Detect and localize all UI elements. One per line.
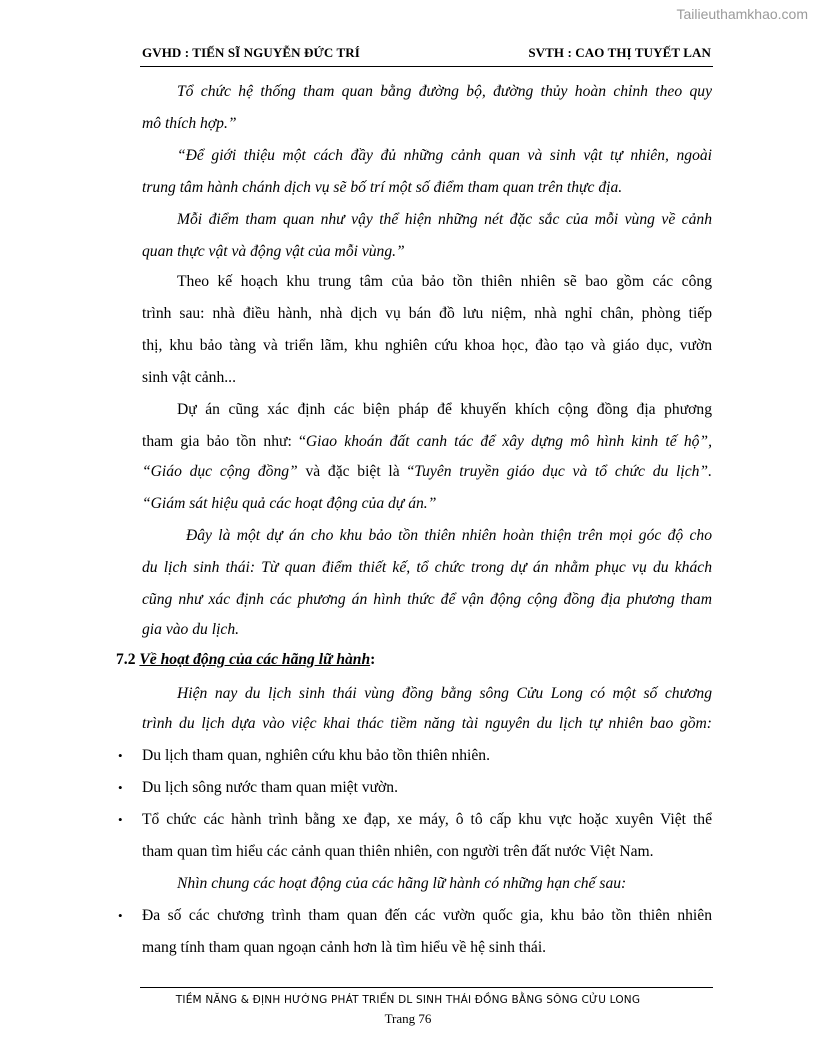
paragraph-line: thị, khu bảo tàng và triển lãm, khu nghiên cứu khoa học, đào tạo và giáo dục, vườn <box>142 337 712 354</box>
paragraph-line: Nhìn chung các hoạt động của các hãng lữ hành có những hạn chế sau: <box>177 875 627 892</box>
bullet: • <box>118 780 123 795</box>
paragraph-line: sinh vật cảnh... <box>142 369 236 386</box>
text-run: tham gia bảo tồn như: “ <box>142 433 306 450</box>
paragraph-line: trình du lịch dựa vào việc khai thác tiềm năng tài nguyên du lịch tự nhiên bao gồm: <box>142 715 712 732</box>
paragraph-line: Dự án cũng xác định các biện pháp để khuyến khích cộng đồng địa phương <box>177 401 712 418</box>
bullet: • <box>118 908 123 923</box>
watermark: Tailieuthamkhao.com <box>676 6 808 22</box>
paragraph-line: trình sau: nhà điều hành, nhà dịch vụ bán đồ lưu niệm, nhà nghỉ chân, phòng tiếp <box>142 305 712 322</box>
paragraph-line: Hiện nay du lịch sinh thái vùng đồng bằng sông Cửu Long có một số chương <box>177 685 712 702</box>
header-supervisor: GVHD : TIẾN SĨ NGUYỄN ĐỨC TRÍ <box>142 45 360 60</box>
paragraph-line <box>142 432 712 452</box>
bullet: • <box>118 748 123 763</box>
paragraph-line: “Để giới thiệu một cách đầy đủ những cảnh quan và sinh vật tự nhiên, ngoài <box>177 147 712 164</box>
paragraph-line: gia vào du lịch. <box>142 621 240 638</box>
footer-title: TIỀM NĂNG & ĐỊNH HƯỚNG PHÁT TRIỂN DL SINH THÁI ĐỒNG BẰNG SÔNG CỬU LONG <box>175 994 641 1006</box>
header-divider <box>140 66 713 67</box>
paragraph-line: mô thích hợp.” <box>142 115 237 132</box>
paragraph-line: cũng như xác định các phương án hình thức để vận động cộng đồng địa phương tham <box>142 591 712 608</box>
bullet-text: mang tính tham quan ngoạn cảnh hơn là tìm hiểu về hệ sinh thái. <box>142 939 547 956</box>
bullet: • <box>118 812 123 827</box>
footer-divider <box>140 987 713 988</box>
bullet-text: Đa số các chương trình tham quan đến các vườn quốc gia, khu bảo tồn thiên nhiên <box>142 907 712 924</box>
bullet-text: Du lịch tham quan, nghiên cứu khu bảo tồn thiên nhiên. <box>142 747 490 764</box>
paragraph-line: Tổ chức hệ thống tham quan bằng đường bộ, đường thủy hoàn chỉnh theo quy <box>177 83 712 100</box>
section-colon: : <box>370 651 376 668</box>
paragraph-line: Đây là một dự án cho khu bảo tồn thiên nhiên hoàn thiện trên mọi góc độ cho <box>186 527 712 544</box>
paragraph-line: quan thực vật và động vật của mỗi vùng.” <box>142 243 405 260</box>
paragraph-line: du lịch sinh thái: Từ quan điểm thiết kế, tổ chức trong dự án nhằm phục vụ du khách <box>142 559 712 576</box>
paragraph-line <box>142 462 712 482</box>
text-run-italic: Tuyên truyền giáo dục và tổ chức du lịch”. <box>414 463 712 480</box>
text-run: và đặc biệt là “ <box>297 463 415 480</box>
paragraph-line: Mỗi điểm tham quan như vậy thể hiện những nét đặc sắc của mỗi vùng về cảnh <box>177 211 712 228</box>
header-student: SVTH : CAO THỊ TUYẾT LAN <box>528 45 711 60</box>
bullet-text: Tổ chức các hành trình bằng xe đạp, xe máy, ô tô cấp khu vực hoặc xuyên Việt thể <box>142 811 712 828</box>
bullet-text: tham quan tìm hiểu các cảnh quan thiên nhiên, con người trên đất nước Việt Nam. <box>142 843 654 860</box>
section-heading <box>116 650 375 670</box>
paragraph-line: Theo kế hoạch khu trung tâm của bảo tồn thiên nhiên sẽ bao gồm các công <box>177 273 712 290</box>
bullet-text: Du lịch sông nước tham quan miệt vườn. <box>142 779 399 796</box>
paragraph-line: “Giám sát hiệu quả các hoạt động của dự án.” <box>142 495 437 512</box>
paragraph-line: trung tâm hành chánh dịch vụ sẽ bố trí một số điểm tham quan trên thực địa. <box>142 179 623 196</box>
text-run-italic: Giao khoán đất canh tác để xây dựng mô hình kinh tế hộ”, <box>305 433 713 450</box>
section-number: 7.2 <box>116 651 136 668</box>
section-title: Về hoạt động của các hãng lữ hành <box>139 651 371 668</box>
page-number: Trang 76 <box>384 1011 432 1026</box>
text-run-italic: “Giáo dục cộng đồng” <box>142 463 298 480</box>
